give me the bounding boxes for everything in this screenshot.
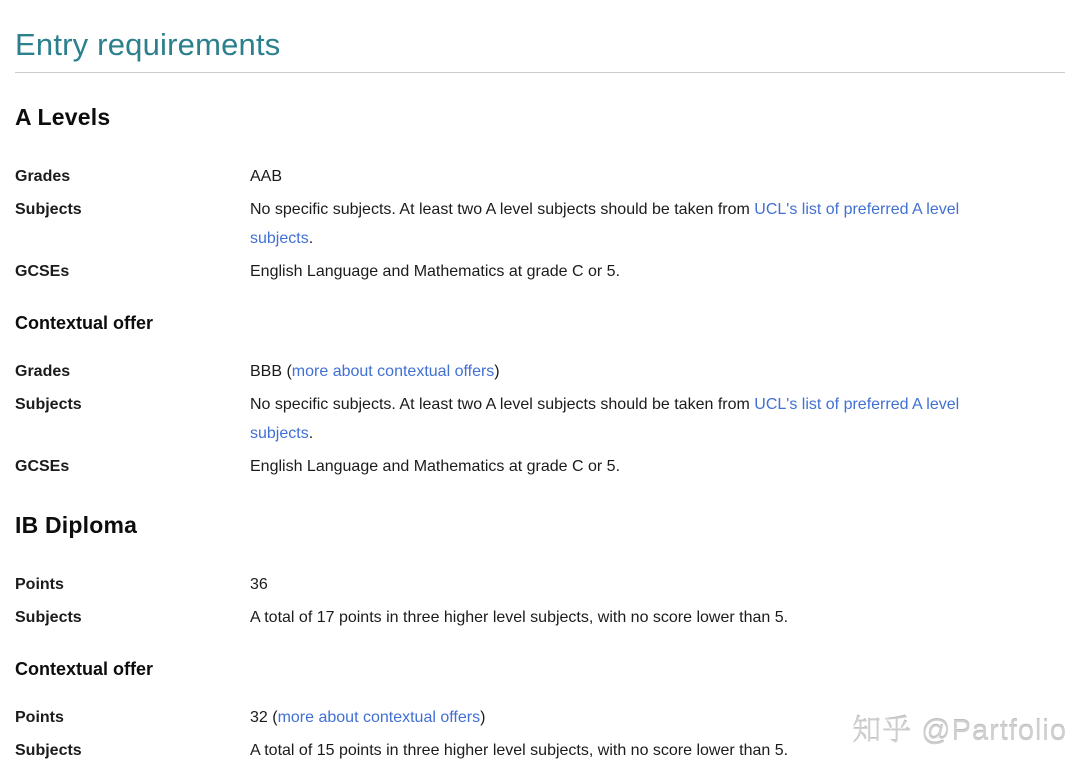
row-value-subjects: [250, 195, 980, 253]
row-points: [15, 703, 980, 732]
row-value-points: [250, 703, 980, 732]
row-value-subjects: [250, 736, 980, 765]
row-label-points: Points: [15, 576, 64, 593]
link-more-about-contextual-offers[interactable]: more about contextual offers: [277, 709, 481, 726]
link-ucl-preferred-subjects[interactable]: UCL's list of preferred A level subjects: [250, 201, 960, 247]
value-text: A total of 17 points in three higher level subjects, with no score lower than 5.: [250, 609, 789, 626]
row-value-grades: [250, 162, 980, 191]
row-label-points: Points: [15, 709, 64, 726]
value-text: .: [308, 230, 314, 247]
section-contextual-offer-a-levels: [15, 313, 1065, 481]
row-label-subjects: Subjects: [15, 609, 82, 626]
section-contextual-offer-ib: [15, 659, 1065, 765]
row-grades: [15, 162, 980, 191]
row-label-gcses: GCSEs: [15, 458, 70, 475]
value-text: English Language and Mathematics at grade C or 5.: [250, 458, 621, 475]
row-value-subjects: [250, 603, 980, 632]
page-title: Entry requirements: [15, 27, 281, 62]
row-label-grades: Grades: [15, 363, 71, 380]
row-subjects: [15, 195, 980, 253]
row-value-gcses: [250, 452, 980, 481]
row-label-grades: Grades: [15, 168, 71, 185]
section-a-levels: [15, 104, 1065, 286]
row-points: [15, 570, 980, 599]
value-text: .: [308, 425, 314, 442]
contextual-offer-heading: Contextual offer: [15, 659, 154, 679]
zhihu-watermark: 知乎 @Partfolio: [852, 715, 1067, 747]
row-label-subjects: Subjects: [15, 742, 82, 759]
value-text: BBB (: [250, 363, 292, 380]
value-text: ): [494, 363, 500, 380]
ib-diploma-rows: [15, 570, 1065, 632]
row-subjects: [15, 736, 980, 765]
row-value-grades: [250, 357, 980, 386]
contextual-offer-heading: Contextual offer: [15, 313, 154, 333]
title-divider: [15, 72, 1065, 73]
value-text: ): [480, 709, 486, 726]
section-ib-diploma: [15, 512, 1065, 632]
ib-diploma-heading: IB Diploma: [15, 512, 138, 538]
contextual-offer-rows: [15, 703, 1065, 765]
row-value-gcses: [250, 257, 980, 286]
row-gcses: [15, 452, 980, 481]
value-text: A total of 15 points in three higher level subjects, with no score lower than 5.: [250, 742, 789, 759]
a-levels-heading: A Levels: [15, 104, 111, 130]
value-text: AAB: [250, 168, 283, 185]
row-label-gcses: GCSEs: [15, 263, 70, 280]
row-subjects: [15, 603, 980, 632]
value-text: 36: [250, 576, 268, 593]
row-value-subjects: [250, 390, 980, 448]
row-value-points: [250, 570, 980, 599]
row-label-subjects: Subjects: [15, 396, 82, 413]
link-more-about-contextual-offers[interactable]: more about contextual offers: [291, 363, 495, 380]
link-ucl-preferred-subjects[interactable]: UCL's list of preferred A level subjects: [250, 396, 960, 442]
row-subjects: [15, 390, 980, 448]
value-text: No specific subjects. At least two A level subjects should be taken from: [250, 396, 755, 413]
value-text: 32 (: [250, 709, 278, 726]
row-grades: [15, 357, 980, 386]
contextual-offer-rows: [15, 357, 1065, 481]
value-text: No specific subjects. At least two A level subjects should be taken from: [250, 201, 755, 218]
a-levels-rows: [15, 162, 1065, 286]
row-label-subjects: Subjects: [15, 201, 82, 218]
value-text: English Language and Mathematics at grade C or 5.: [250, 263, 621, 280]
row-gcses: [15, 257, 980, 286]
